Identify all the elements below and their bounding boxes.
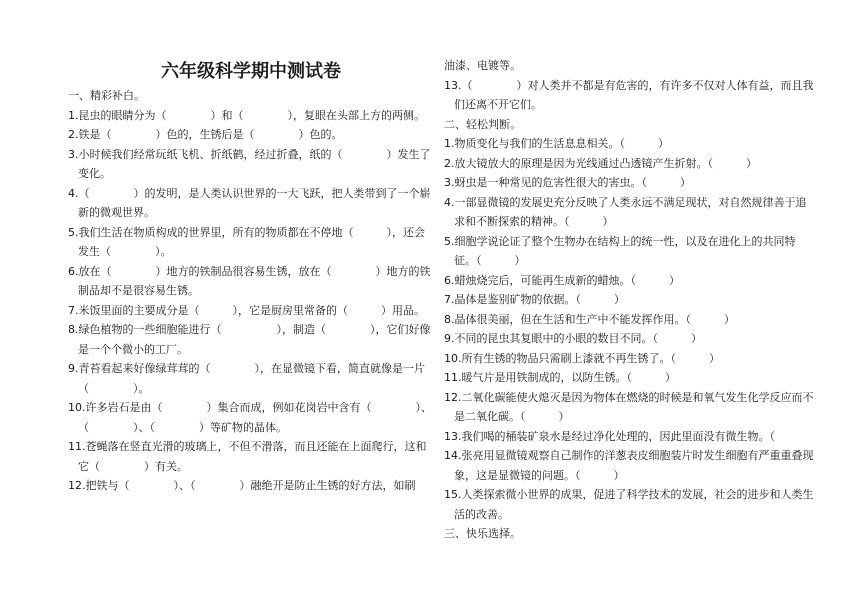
question-item: 8.绿色植物的一些细胞能进行（ ），制造（ ），它们好像是一个个微小的工厂。 (68, 323, 431, 356)
question-item: 9.青苔看起来好像绿茸茸的（ ），在显微镜下看，简直就像是一片（ ）。 (68, 362, 425, 395)
section-heading-true-false: 二、轻松判断。 (444, 117, 521, 131)
right-column (444, 0, 816, 544)
judgement-item: 7.晶体是鉴别矿物的依据。（ ） (444, 293, 625, 306)
judgement-item: 3.蚜虫是一种常见的危害性很大的害虫。（ ） (444, 176, 691, 189)
judgement-item: 13.我们喝的桶装矿泉水是经过净化处理的，因此里面没有微生物。（ (444, 429, 775, 443)
left-column (68, 0, 434, 496)
question-continuation: 油漆、电镀等。 (444, 59, 521, 72)
judgement-item: 2.放大镜放大的原理是因为光线通过凸透镜产生折射。（ ） (444, 156, 757, 170)
judgement-item: 10.所有生锈的物品只需刷上漆就不再生锈了。（ ） (444, 351, 720, 365)
judgement-item: 9.不同的昆虫其复眼中的小眼的数目不同。（ ） (444, 332, 702, 345)
question-item: 6.放在（ ）地方的铁制品很容易生锈，放在（ ）地方的铁制品却不是很容易生锈。 (68, 264, 431, 297)
question-item: 4.（ ）的发明，是人类认识世界的一大飞跃，把人类带到了一个崭新的微观世界。 (68, 186, 431, 219)
judgement-item: 6.蜡烛烧完后，可能再生成新的蜡烛。（ ） (444, 273, 680, 287)
judgement-item: 1.物质变化与我们的生活息息相关。（ ） (444, 137, 669, 150)
question-item: 13.（ ）对人类并不都是有危害的，有许多不仅对人体有益，而且我们还离不开它们。 (444, 78, 814, 111)
judgement-item: 15.人类探索微小世界的成果，促进了科学技术的发展，社会的进步和人类生活的改善。 (444, 488, 814, 521)
question-item: 3.小时候我们经常玩纸飞机、折纸鹤，经过折叠，纸的（ ）发生了变化。 (68, 147, 431, 180)
question-item: 11.苍蝇落在竖直光滑的玻璃上，不但不滑落，而且还能在上面爬行，这和它（ ）有关。 (68, 440, 427, 473)
question-item: 5.我们生活在物质构成的世界里，所有的物质都在不停地（ ），还会发生（ ）。 (68, 225, 425, 258)
judgement-item: 8.晶体很美丽，但在生活和生产中不能发挥作用。（ ） (444, 312, 735, 326)
judgement-item: 4.一部显微镜的发展史充分反映了人类永远不满足现状，对自然规律善于追求和不断探索的精神。（ ） (444, 195, 807, 228)
question-item: 1.昆虫的眼睛分为（ ）和（ ），复眼在头部上方的两侧。 (68, 108, 425, 122)
section-heading-fill-blank: 一、精彩补白。 (68, 89, 145, 102)
judgement-item: 5.细胞学说论证了整个生物办在结构上的统一性，以及在进化上的共同特征。（ ） (444, 234, 796, 267)
judgement-item: 12.二氧化碳能使火熄灭是因为物体在燃烧的时候是和氧气发生化学反应而不是二氧化碳。（ ） (444, 390, 814, 423)
question-item: 2.铁是（ ）色的，生锈后是（ ）色的。 (68, 128, 343, 141)
question-item: 12.把铁与（ ）、（ ）融绝开是防止生锈的好方法，如刷 (68, 479, 416, 492)
page-title: 六年级科学期中测试卷 (161, 61, 341, 82)
section-heading-multiple-choice: 三、快乐选择。 (444, 527, 521, 540)
judgement-item: 14.张亮用显微镜观察自己制作的洋葱表皮细胞装片时发生细胞有严重重叠现象，这是显微镜的问题。（ ） (444, 449, 814, 482)
question-item: 7.米饭里面的主要成分是（ ），它是厨房里常备的（ ）用品。 (68, 303, 425, 317)
judgement-item: 11.暖气片是用铁制成的，以防生锈。（ ） (444, 371, 676, 384)
question-item: 10.许多岩石是由（ ）集合而成，例如花岗岩中含有（ ）、（ ）、（ ）等矿物的晶体。 (68, 401, 432, 434)
